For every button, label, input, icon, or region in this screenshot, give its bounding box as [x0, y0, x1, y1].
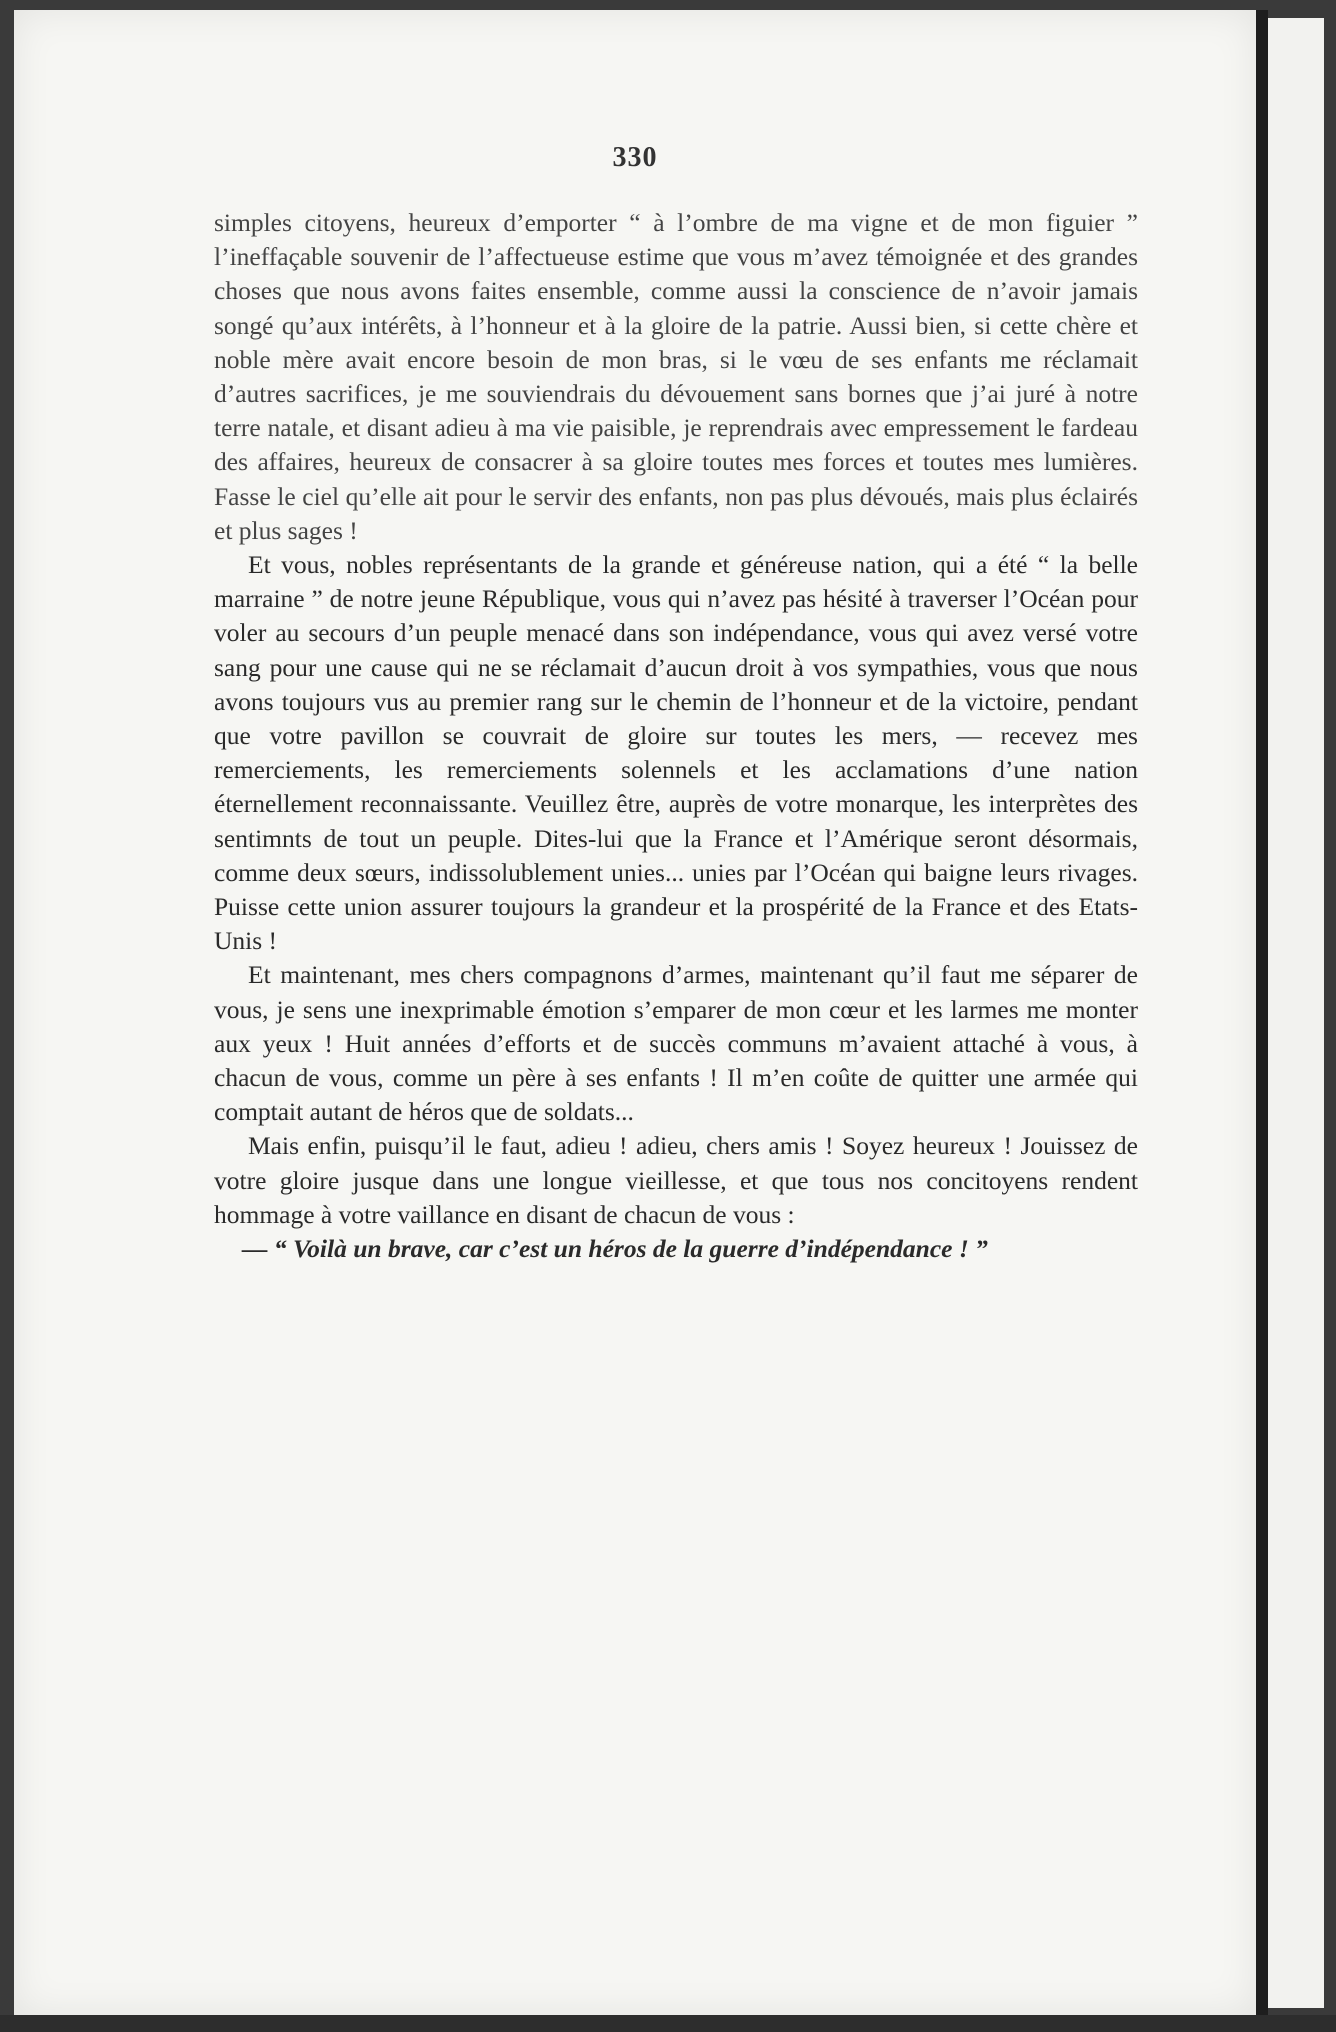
next-page-edge	[1268, 18, 1324, 2008]
book-page	[14, 10, 1256, 2015]
page-edge-shadow	[1256, 10, 1268, 2015]
page-number: 330	[612, 142, 658, 173]
scan-bottom-border	[0, 2015, 1336, 2032]
paragraph-2: Et vous, nobles représentants de la grande et généreuse nation, qui a été “ la belle marraine ” de notre jeune République, vous qui n’avez pas hésité à traverser l’Océan pour voler au secours d’un peuple menacé dans son indépendance, vous qui avez versé votre sang pour une cause qui ne se réclamait d’aucun droit à vos sympathies, vous que nous avons toujours vus au premier rang sur le chemin de l’honneur et de la victoire, pendant que votre pavillon se couvrait de gloire sur toutes les mers, — recevez mes remerciements, les remerciements solennels et les acclamations d’une nation éternellement reconnaissante. Veuillez être, auprès de votre monarque, les interprètes des sentimnts de tout un peuple. Dites-lui que la France et l’Amérique seront désormais, comme deux sœurs, indissolublement unies... unies par l’Océan qui baigne leurs rivages. Puisse cette union assurer toujours la grandeur et la prospérité de la France et des Etats-Unis !	[214, 550, 1138, 956]
paragraph-1: simples citoyens, heureux d’emporter “ à l’ombre de ma vigne et de mon figuier ” l’ineffaçable souvenir de l’affectueuse estime que vous m’avez témoignée et des grandes choses que nous avons faites ensemble, comme aussi la conscience de n’avoir jamais songé qu’aux intérêts, à l’honneur et à la gloire de la patrie. Aussi bien, si cette chère et noble mère avait encore besoin de mon bras, si le vœu de ses enfants me réclamait d’autres sacrifices, je me souviendrais du dévouement sans bornes que j’ai juré à notre terre natale, et disant adieu à ma vie paisible, je reprendrais avec empressement le fardeau des affaires, heureux de consacrer à sa gloire toutes mes forces et toutes mes lumières. Fasse le ciel qu’elle ait pour le servir des enfants, non pas plus dévoués, mais plus éclairés et plus sages !	[214, 208, 1138, 545]
body-text	[214, 206, 1138, 1266]
closing-quote: — “ Voilà un brave, car c’est un héros de la guerre d’indépendance ! ”	[242, 1234, 988, 1264]
paragraph-3: Et maintenant, mes chers compagnons d’armes, maintenant qu’il faut me séparer de vous, je sens une inexprimable émotion s’emparer de mon cœur et les larmes me monter aux yeux ! Huit années d’efforts et de succès communs m’avaient attaché à vous, à chacun de vous, comme un père à ses enfants ! Il m’en coûte de quitter une armée qui comptait autant de héros que de soldats...	[214, 960, 1138, 1127]
paragraph-4: Mais enfin, puisqu’il le faut, adieu ! adieu, chers amis ! Soyez heureux ! Jouissez de votre gloire jusque dans une longue vieillesse, et que tous nos concitoyens rendent hommage à votre vaillance en disant de chacun de vous :	[214, 1131, 1138, 1229]
